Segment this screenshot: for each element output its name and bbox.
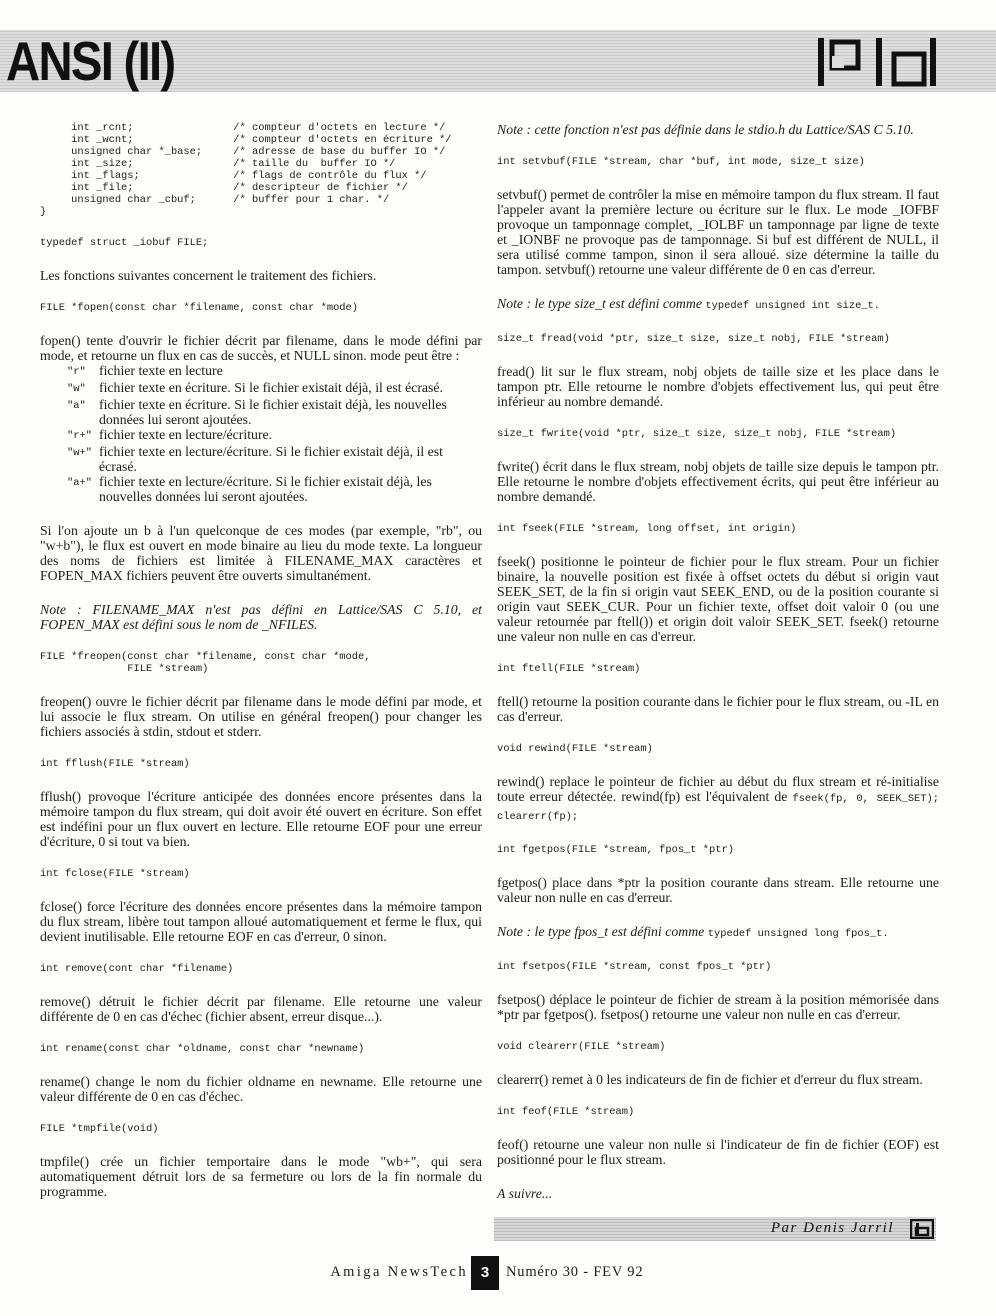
- note-setvbuf: Note : cette fonction n'est pas définie dans le stdio.h du Lattice/SAS C 5.10.: [497, 122, 914, 137]
- fwrite-signature: size_t fwrite(void *ptr, size_t size, size_t nobj, FILE *stream): [497, 428, 897, 440]
- fgetpos-description: fgetpos() place dans *ptr la position courante dans stream. Elle retourne une valeur non nulle en cas d'erreur.: [497, 875, 939, 905]
- iobuf-struct-code: int _rcnt; /* compteur d'octets en lecture */ int _wcnt; /* compteur d'octets en écriture */ unsigned char *_base; /* adresse de base du buffer IO */ int _size; /* taille du buffer IO */ int _flags; /* flags de contrôle du flux */ int _file; /* descripteur de fichier */ unsigned char _cbuf; /* buffer pour 1 char. */ }: [40, 122, 452, 218]
- mode-text: fichier texte en lecture/écriture. Si le fichier existait déjà, les nouvelles données lui seront ajoutées.: [99, 474, 432, 504]
- tmpfile-signature: FILE *tmpfile(void): [40, 1123, 159, 1135]
- mode-item: [40, 474, 482, 504]
- fflush-signature: int fflush(FILE *stream): [40, 758, 190, 770]
- note-fpos-t: [497, 924, 939, 942]
- fread-description: fread() lit sur le flux stream, nobj objets de taille size et les place dans le tampon ptr. Elle retourne le nombre d'objets effectivement lus, qui peut être inférieur au nombre demandé.: [497, 364, 939, 409]
- setvbuf-description: setvbuf() permet de contrôler la mise en mémoire tampon du flux stream. Il faut l'appeler avant la première lecture ou écriture sur le flux. Le mode _IOFBF provoque un tamponnage complet, _IOLBF un tamponnage par ligne de texte et _IONBF ne provoque pas de tamponnage. Si buf est différent de NULL, il sera utilisé comme tampon, sinon il sera alloué. size détermine la taille du tampon. setvbuf() retourne une valeur différente de 0 en cas d'erreur.: [497, 187, 939, 277]
- end-mark-icon: [910, 1219, 934, 1239]
- tmpfile-description: tmpfile() crée un fichier temportaire dans le mode "wb+", qui sera automatiquement détruit lors de sa fermeture ou lors de la fin normale du programme.: [40, 1154, 482, 1199]
- mode-text: fichier texte en lecture/écriture.: [99, 427, 273, 442]
- note-size-t-code: typedef unsigned int size_t.: [705, 300, 881, 312]
- mode-key: "a": [67, 400, 86, 412]
- note-fpos-t-text: Note : le type fpos_t est défini comme: [497, 924, 705, 939]
- feof-description: feof() retourne une valeur non nulle si l'indicateur de fin de fichier (EOF) est positionné pour le flux stream.: [497, 1137, 939, 1167]
- fread-signature: size_t fread(void *ptr, size_t size, size_t nobj, FILE *stream): [497, 333, 890, 345]
- feof-signature: int feof(FILE *stream): [497, 1106, 635, 1118]
- remove-description: remove() détruit le fichier décrit par filename. Elle retourne une valeur différente de 0 en cas d'échec (fichier absent, erreur disque...).: [40, 994, 482, 1024]
- fopen-signature: FILE *fopen(const char *filename, const char *mode): [40, 302, 359, 314]
- mode-item: [40, 363, 482, 380]
- remove-signature: int remove(cont char *filename): [40, 963, 234, 975]
- fflush-description: fflush() provoque l'écriture anticipée des données encore présentes dans la mémoire tampon du flux stream, qui doit avoir été ouvert en écriture. Son effet est indéfini pour un flux ouvert en lecture. Elle retourne EOF pour une erreur d'écriture, 0 si tout va bien.: [40, 789, 482, 849]
- page-title: ANSI (II): [6, 30, 175, 92]
- note-fpos-t-code: typedef unsigned long fpos_t.: [707, 928, 889, 940]
- rename-signature: int rename(const char *oldname, const char *newname): [40, 1043, 365, 1055]
- fclose-signature: int fclose(FILE *stream): [40, 868, 190, 880]
- rewind-description-text: rewind() replace le pointeur de fichier au début du flux stream et ré-initialise toute erreur détectée. rewind(fp) est l'équivalent de: [497, 774, 939, 804]
- rewind-description: [497, 774, 939, 825]
- fclose-description: fclose() force l'écriture des données encore présentes dans la mémoire tampon du flux stream, libère tout tampon alloué automatiquement et ferme le flux, qui devient inutilisable. Elle retourne EOF en cas d'erreur, 0 sinon.: [40, 899, 482, 944]
- issue-info: Numéro 30 - FEV 92: [506, 1264, 644, 1280]
- magazine-name: Amiga NewsTech: [330, 1264, 468, 1280]
- left-column: [40, 122, 482, 1199]
- fopen-modes-list: [40, 363, 482, 504]
- mode-item: [40, 427, 482, 444]
- mode-text: fichier texte en écriture. Si le fichier existait déjà, il est écrasé.: [99, 380, 443, 395]
- mode-key: "w+": [67, 447, 92, 459]
- rewind-equivalent-code: fseek(fp, 0, SEEK_SET); clearerr(fp);: [497, 793, 939, 823]
- mode-key: "a+": [67, 477, 92, 489]
- mode-key: "r+": [67, 430, 92, 442]
- fsetpos-signature: int fsetpos(FILE *stream, const fpos_t *ptr): [497, 961, 772, 973]
- mode-item: [40, 397, 482, 427]
- author-signature: Par Denis Jarril: [770, 1220, 894, 1236]
- freopen-description: freopen() ouvre le fichier décrit par filename dans le mode défini par mode, et lui associe le flux stream. On utilise en général freopen() pour changer les fichiers associés à stdin, stdout et stderr.: [40, 694, 482, 739]
- note-size-t-text: Note : le type size_t est défini comme: [497, 296, 702, 311]
- mode-key: "r": [67, 366, 86, 378]
- mode-text: fichier texte en lecture: [99, 363, 223, 378]
- file-functions-intro: Les fonctions suivantes concernent le traitement des fichiers.: [40, 268, 377, 283]
- to-be-continued: A suivre...: [497, 1186, 553, 1201]
- fgetpos-signature: int fgetpos(FILE *stream, fpos_t *ptr): [497, 844, 734, 856]
- freopen-signature: FILE *freopen(const char *filename, const char *mode, FILE *stream): [40, 651, 371, 675]
- fsetpos-description: fsetpos() déplace le pointeur de fichier de stream à la position mémorisée dans *ptr par fgetpos(). fsetpos() retourne une valeur non nulle en cas d'erreur.: [497, 992, 939, 1022]
- ftell-signature: int ftell(FILE *stream): [497, 663, 641, 675]
- fwrite-description: fwrite() écrit dans le flux stream, nobj objets de taille size depuis le tampon ptr. Elle retourne le nombre d'objets effectivement écrits, qui peut être inférieur au nombre demandé.: [497, 459, 939, 504]
- note-filename-max: Note : FILENAME_MAX n'est pas défini en Lattice/SAS C 5.10, et FOPEN_MAX est défini sous le nom de _NFILES.: [40, 602, 482, 632]
- rewind-signature: void rewind(FILE *stream): [497, 743, 653, 755]
- amiga-newstech-logo-icon: [818, 34, 940, 88]
- mode-key: "w": [67, 383, 86, 395]
- fseek-description: fseek() positionne le pointeur de fichier pour le flux stream. Pour un fichier binaire, la nouvelle position est fixée à offset octets du début si origin vaut SEEK_SET, de la fin si origin vaut SEEK_END, ou de la position courante si origin vaut SEEK_CUR. Pour un fichier texte, offset doit valoir 0 (ou une valeur retournée par ftell()) et origin doit valoir SEEK_SET. fseek() retourne une valeur non nulle en cas d'erreur.: [497, 554, 939, 644]
- typedef-file-code: typedef struct _iobuf FILE;: [40, 237, 209, 249]
- right-column: [497, 122, 939, 1201]
- mode-item: [40, 444, 482, 474]
- note-size-t: [497, 296, 939, 314]
- binary-mode-description: Si l'on ajoute un b à l'un quelconque de ces modes (par exemple, "rb", ou "w+b"), le flux est ouvert en mode binaire au lieu du mode texte. La longueur des noms de fichiers est limitée à FILENAME_MAX caractères et FOPEN_MAX fichiers peuvent être ouverts simultanément.: [40, 523, 482, 583]
- fseek-signature: int fseek(FILE *stream, long offset, int origin): [497, 523, 797, 535]
- author-signature-band: [494, 1217, 936, 1241]
- clearerr-description: clearerr() remet à 0 les indicateurs de fin de fichier et d'erreur du flux stream.: [497, 1072, 923, 1087]
- mode-text: fichier texte en lecture/écriture. Si le fichier existait déjà, il est écrasé.: [99, 444, 443, 474]
- mode-item: [40, 380, 482, 397]
- clearerr-signature: void clearerr(FILE *stream): [497, 1041, 666, 1053]
- rename-description: rename() change le nom du fichier oldname en newname. Elle retourne une valeur différente de 0 en cas d'échec.: [40, 1074, 482, 1104]
- setvbuf-signature: int setvbuf(FILE *stream, char *buf, int mode, size_t size): [497, 156, 865, 168]
- ftell-description: ftell() retourne la position courante dans le fichier pour le flux stream, ou -IL en cas d'erreur.: [497, 694, 939, 724]
- mode-text: fichier texte en écriture. Si le fichier existait déjà, les nouvelles données lui seront ajoutées.: [99, 397, 447, 427]
- page-number: 3: [471, 1256, 499, 1290]
- page-footer: [0, 1256, 996, 1290]
- fopen-description: fopen() tente d'ouvrir le fichier décrit par filename, dans le mode défini par mode, et retourne un flux en cas de succès, et NULL sinon. mode peut être :: [40, 333, 482, 363]
